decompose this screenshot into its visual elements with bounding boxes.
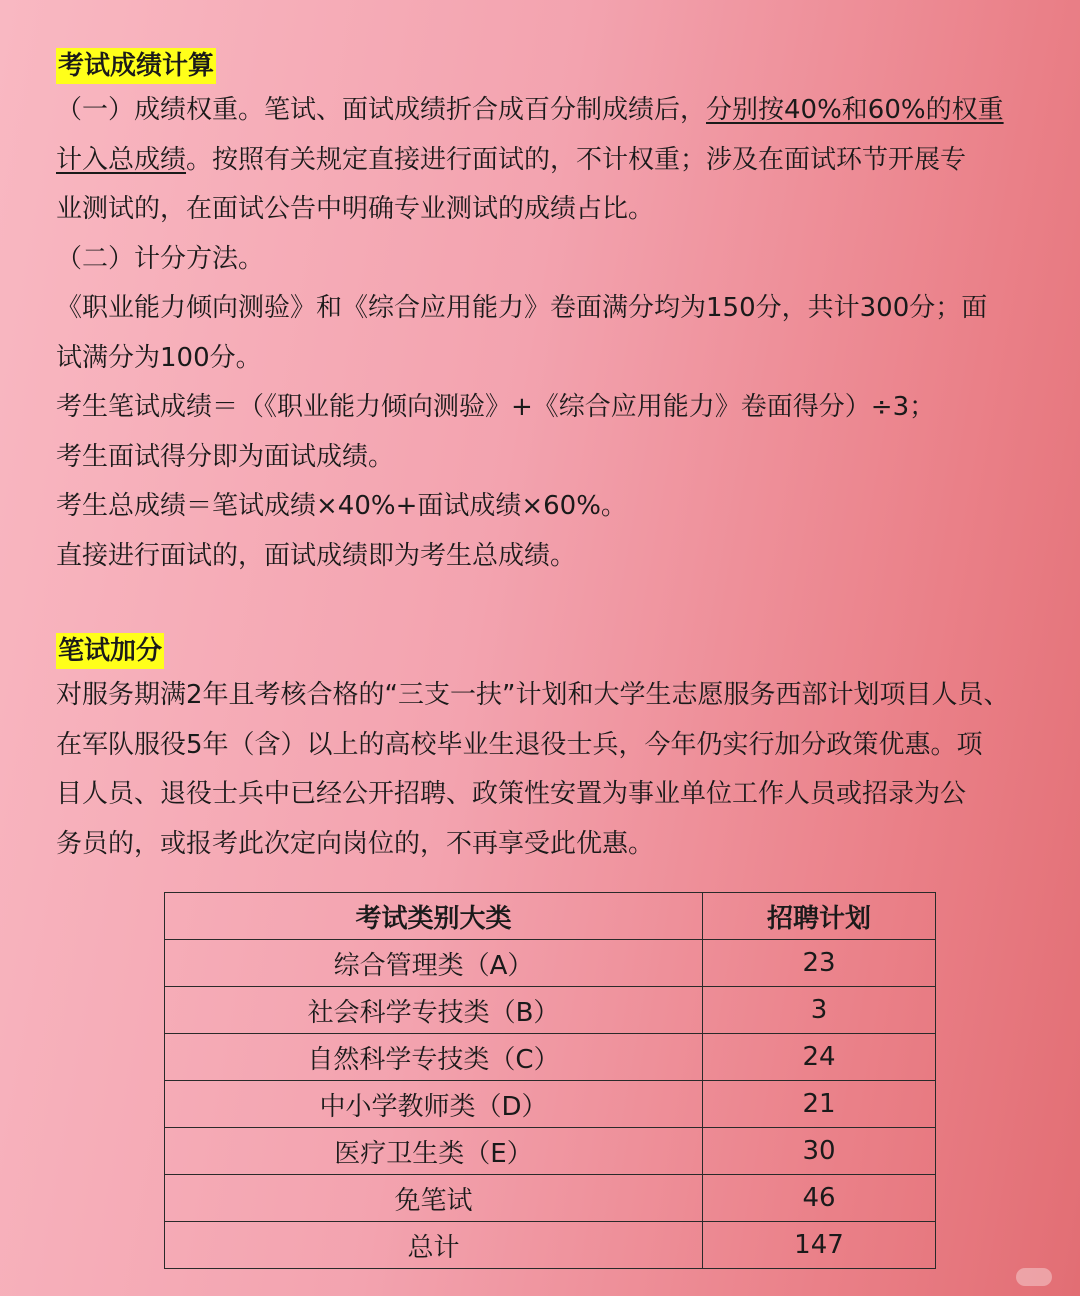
paragraph-line: 在军队服役5年（含）以上的高校毕业生退役士兵，今年仍实行加分政策优惠。项 bbox=[56, 729, 983, 760]
article-content bbox=[56, 40, 1046, 869]
watermark-badge bbox=[1016, 1268, 1052, 1286]
paragraph-line: （二）计分方法。 bbox=[56, 243, 265, 274]
column-header-category: 考试类别大类 bbox=[165, 893, 703, 940]
text: 。按照有关规定直接进行面试的，不计权重；涉及在面试环节开展专 bbox=[186, 144, 967, 175]
plan-cell: 147 bbox=[703, 1222, 936, 1269]
plan-cell: 21 bbox=[703, 1081, 936, 1128]
category-cell: 总计 bbox=[165, 1222, 703, 1269]
paragraph-line bbox=[56, 136, 1046, 186]
plan-cell: 3 bbox=[703, 987, 936, 1034]
category-cell: 免笔试 bbox=[165, 1175, 703, 1222]
paragraph-line: 目人员、退役士兵中已经公开招聘、政策性安置为事业单位工作人员或招录为公 bbox=[56, 779, 967, 809]
category-cell: 社会科学专技类（B） bbox=[165, 987, 703, 1034]
underlined-text: 分别按40%和60%的权重 bbox=[706, 95, 1004, 125]
underlined-text: 计入总成绩 bbox=[56, 144, 187, 175]
plan-cell: 46 bbox=[703, 1175, 936, 1222]
paragraph-line: 考生总成绩＝笔试成绩×40%+面试成绩×60%。 bbox=[56, 491, 627, 521]
paragraph-line: 试满分为100分。 bbox=[56, 342, 262, 373]
table-row bbox=[165, 1081, 936, 1128]
paragraph-line: 务员的，或报考此次定向岗位的，不再享受此优惠。 bbox=[56, 828, 655, 859]
paragraph-line: 《职业能力倾向测验》和《综合应用能力》卷面满分均为150分，共计300分；面 bbox=[56, 293, 988, 323]
table-row bbox=[165, 1034, 936, 1081]
table-row bbox=[165, 1128, 936, 1175]
paragraph-line: 直接进行面试的，面试成绩即为考生总成绩。 bbox=[56, 540, 577, 571]
paragraph-line: 业测试的，在面试公告中明确专业测试的成绩占比。 bbox=[56, 194, 655, 224]
section-title-bonus-points: 笔试加分 bbox=[56, 633, 164, 669]
category-cell: 自然科学专技类（C） bbox=[165, 1034, 703, 1081]
table-row bbox=[165, 1222, 936, 1269]
plan-cell: 24 bbox=[703, 1034, 936, 1081]
paragraph-line: 考生笔试成绩＝（《职业能力倾向测验》+《综合应用能力》卷面得分）÷3； bbox=[56, 392, 936, 422]
category-cell: 中小学教师类（D） bbox=[165, 1081, 703, 1128]
table-row bbox=[165, 1175, 936, 1222]
text: （一）成绩权重。笔试、面试成绩折合成百分制成绩后， bbox=[56, 95, 707, 125]
recruitment-plan-table bbox=[164, 892, 936, 1269]
table-row bbox=[165, 987, 936, 1034]
table-header-row bbox=[165, 893, 936, 940]
plan-cell: 30 bbox=[703, 1128, 936, 1175]
paragraph-line: 考生面试得分即为面试成绩。 bbox=[56, 441, 395, 472]
category-cell: 医疗卫生类（E） bbox=[165, 1128, 703, 1175]
paragraph-line bbox=[56, 86, 1046, 136]
section-title-score-calculation: 考试成绩计算 bbox=[56, 48, 216, 84]
paragraph-line: 对服务期满2年且考核合格的“三支一扶”计划和大学生志愿服务西部计划项目人员、 bbox=[56, 680, 1010, 710]
plan-cell: 23 bbox=[703, 940, 936, 987]
table-row bbox=[165, 940, 936, 987]
category-cell: 综合管理类（A） bbox=[165, 940, 703, 987]
column-header-plan: 招聘计划 bbox=[703, 893, 936, 940]
